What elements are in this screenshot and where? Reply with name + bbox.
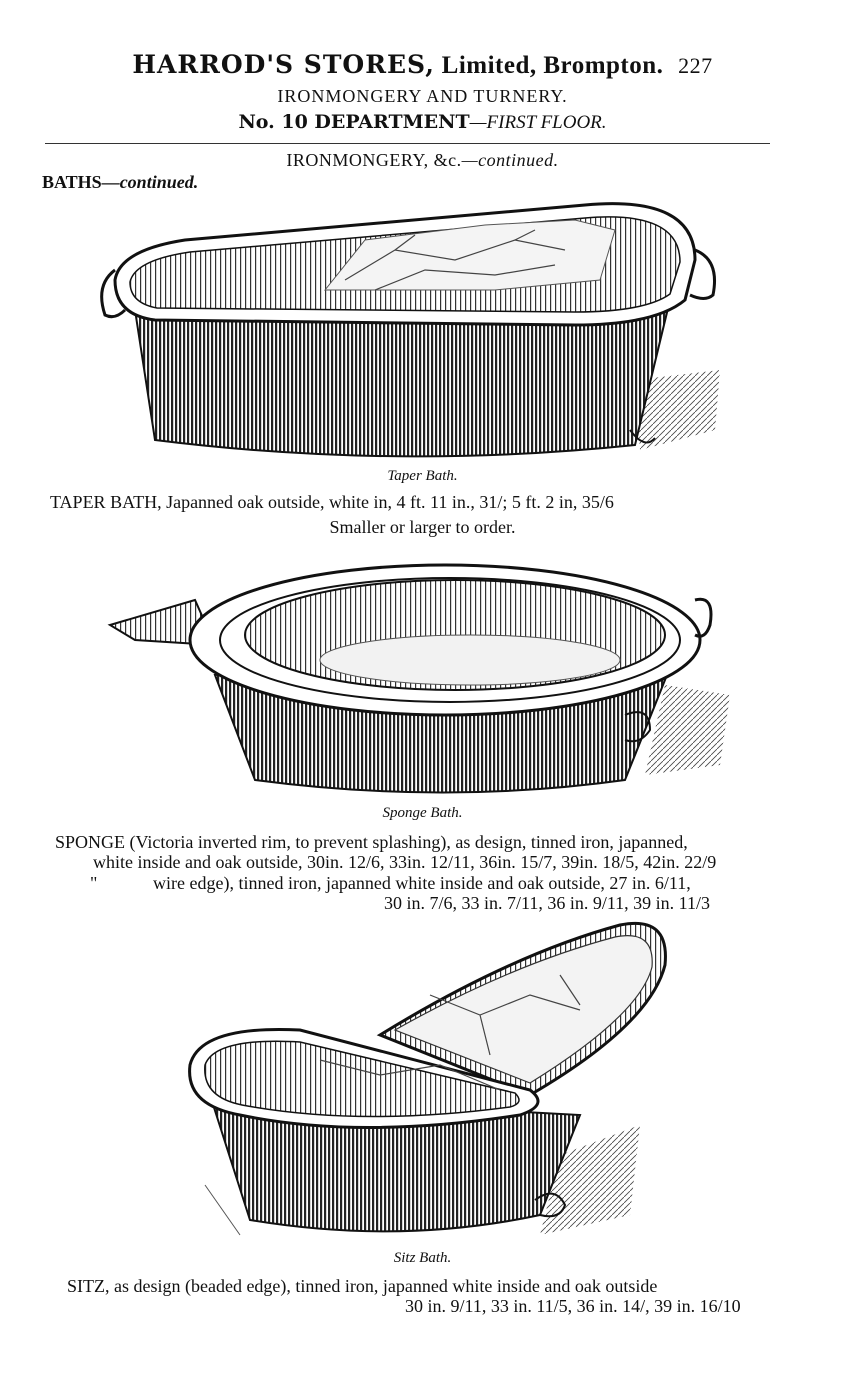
taper-bath-caption: Taper Bath. [387, 468, 458, 484]
sponge-bath-description: SPONGE (Victoria inverted rim, to prevent splashing), as design, tinned iron, japanned, [55, 832, 688, 852]
category-name: BATHS [42, 172, 102, 192]
department-line [0, 111, 845, 134]
sitz-bath-caption: Sitz Bath. [393, 1250, 452, 1266]
department-floor: —FIRST FLOOR. [469, 112, 607, 133]
ditto-mark: " [90, 873, 98, 893]
sitz-bath-illustration [180, 915, 680, 1250]
category-continued: —continued. [101, 172, 199, 192]
sponge-bath-caption: Sponge Bath. [382, 805, 463, 821]
store-name: HARROD'S STORES, [132, 50, 435, 79]
section-continued: —continued. [461, 150, 559, 170]
sponge-bath-sizes: white inside and oak outside, 30in. 12/6, 33in. 12/11, 36in. 15/7, 39in. 18/5, 42in. 22/9 [93, 852, 717, 872]
section-name: IRONMONGERY, &c. [286, 150, 462, 170]
department-name: No. 10 DEPARTMENT [238, 111, 470, 133]
header-divider [45, 143, 770, 144]
sitz-bath-sizes: 30 in. 9/11, 33 in. 11/5, 36 in. 14/, 39 in. 16/10 [405, 1296, 741, 1316]
store-location: Limited, Brompton. [441, 52, 664, 79]
sitz-bath-description: SITZ, as design (beaded edge), tinned iron, japanned white inside and oak outside [67, 1276, 658, 1296]
sponge-bath-illustration [105, 545, 735, 805]
taper-bath-note: Smaller or larger to order. [329, 517, 516, 537]
section-title [0, 150, 845, 171]
page-title [0, 50, 845, 80]
taper-bath-description: TAPER BATH, Japanned oak outside, white in, 4 ft. 11 in., 31/; 5 ft. 2 in, 35/6 [50, 492, 614, 512]
sponge-wire-sizes: 30 in. 7/6, 33 in. 7/11, 36 in. 9/11, 39 in. 11/3 [384, 893, 711, 913]
page-number: 227 [678, 53, 713, 78]
taper-bath-illustration [95, 190, 725, 470]
sponge-wire-edge: wire edge), tinned iron, japanned white inside and oak outside, 27 in. 6/11, [153, 873, 691, 893]
page-subtitle: IRONMONGERY AND TURNERY. [277, 86, 568, 106]
